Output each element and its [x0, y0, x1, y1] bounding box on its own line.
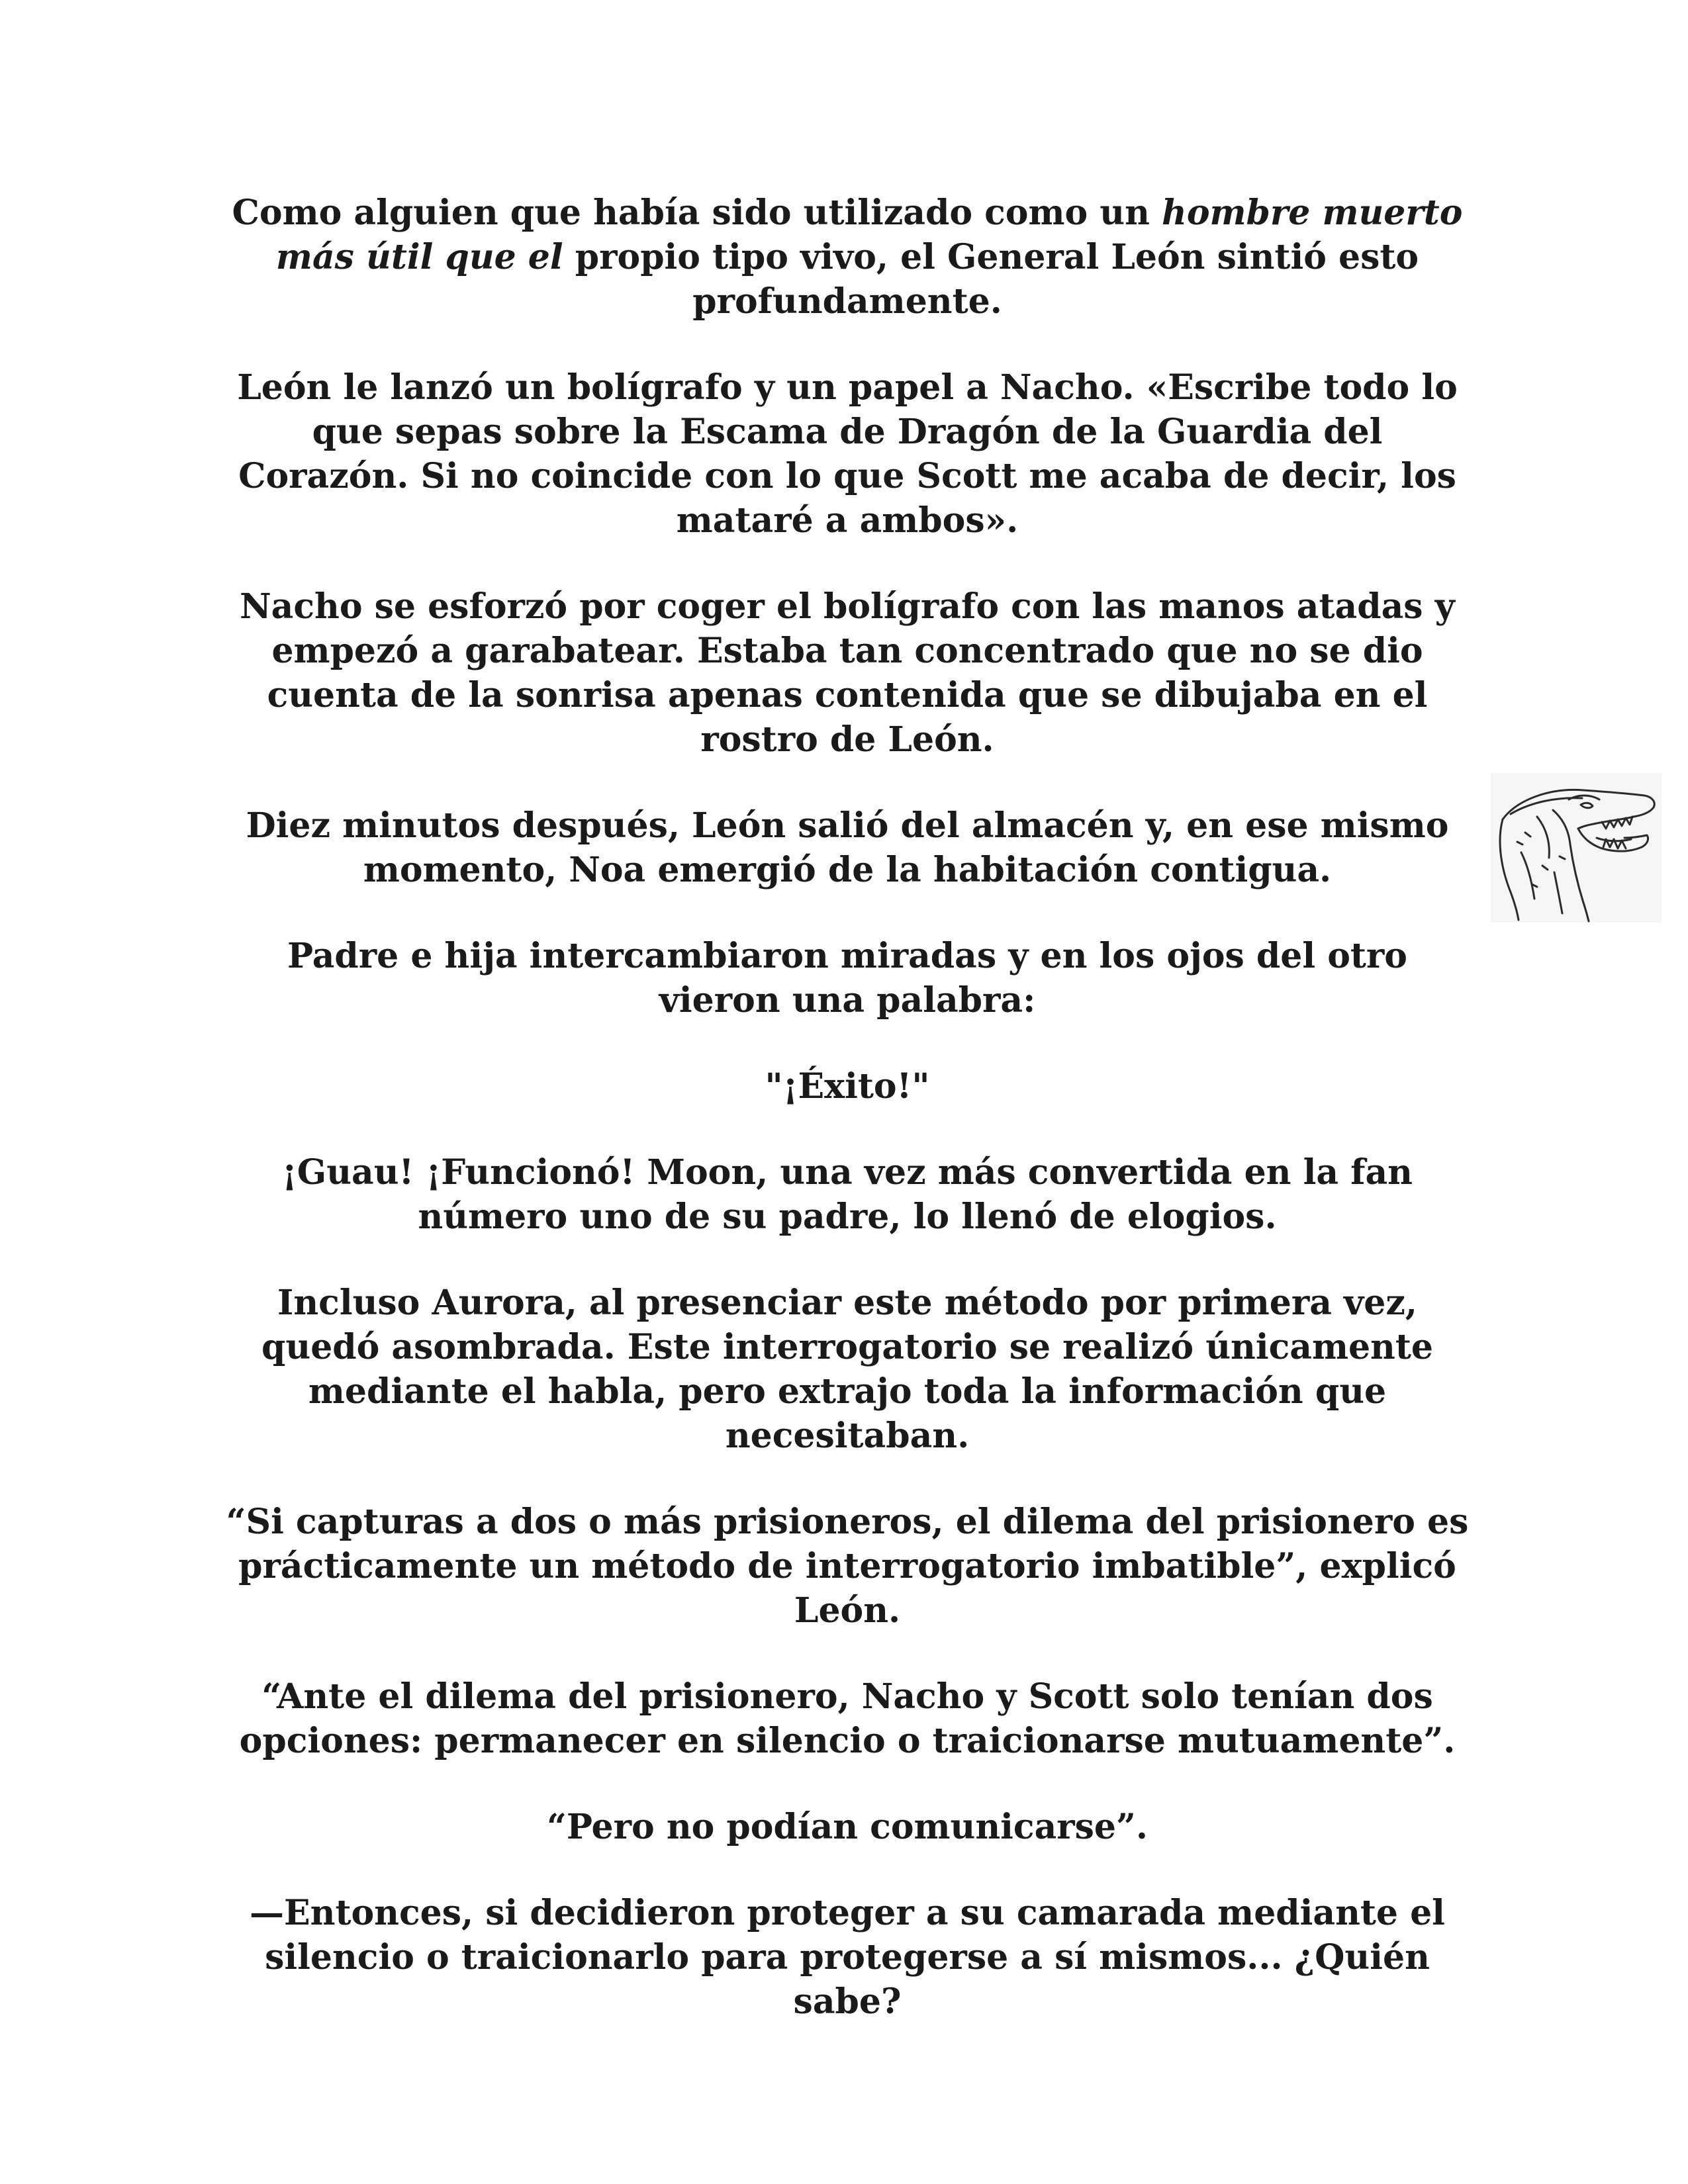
paragraph-1-end: propio tipo vivo, el General León sintió esto profundamente. — [575, 237, 1419, 322]
paragraph-12: —Entonces, si decidieron proteger a su camarada mediante el silencio o traicionarlo para protegerse a sí mismos... ¿Quién sabe? — [250, 1893, 1445, 2022]
paragraph-4: Diez minutos después, León salió del almacén y, en ese mismo momento, Noa emergió de la habitación contigua. — [246, 805, 1449, 890]
paragraph-1-italic: hombre muerto más útil que el — [275, 193, 1463, 277]
paragraph-10: “Ante el dilema del prisionero, Nacho y Scott solo tenían dos opciones: permanecer en silencio o traicionarse mutuamente”. — [239, 1676, 1456, 1761]
story-text — [225, 191, 1470, 2066]
paragraph-3: Nacho se esforzó por coger el bolígrafo con las manos atadas y empezó a garabatear. Estaba tan concentrado que no se dio cuenta de la sonrisa apenas contenida que se dibujaba en el rostro de León. — [240, 586, 1455, 760]
paragraph-6: "¡Éxito!" — [765, 1066, 930, 1107]
paragraph-2: León le lanzó un bolígrafo y un papel a Nacho. «Escribe todo lo que sepas sobre la Escama de Dragón de la Guardia del Corazón. Si no coincide con lo que Scott me acaba de decir, los mataré a ambos». — [237, 367, 1458, 541]
paragraph-1 — [225, 191, 1470, 324]
paragraph-5: Padre e hija intercambiaron miradas y en los ojos del otro vieron una palabra: — [287, 936, 1407, 1021]
paragraph-7: ¡Guau! ¡Funcionó! Moon, una vez más convertida en la fan número uno de su padre, lo llenó de elogios. — [281, 1152, 1413, 1237]
paragraph-9: “Si capturas a dos o más prisioneros, el dilema del prisionero es prácticamente un método de interrogatorio imbatible”, explicó León. — [226, 1502, 1469, 1631]
dinosaur-head-sketch-icon — [1491, 773, 1662, 923]
paragraph-8: Incluso Aurora, al presenciar este método por primera vez, quedó asombrada. Este interrogatorio se realizó únicamente mediante el habla, pero extrajo toda la información que necesitaban. — [261, 1283, 1433, 1456]
paragraph-11: “Pero no podían comunicarse”. — [546, 1807, 1149, 1847]
paragraph-1-start: Como alguien que había sido utilizado como un — [232, 193, 1162, 233]
